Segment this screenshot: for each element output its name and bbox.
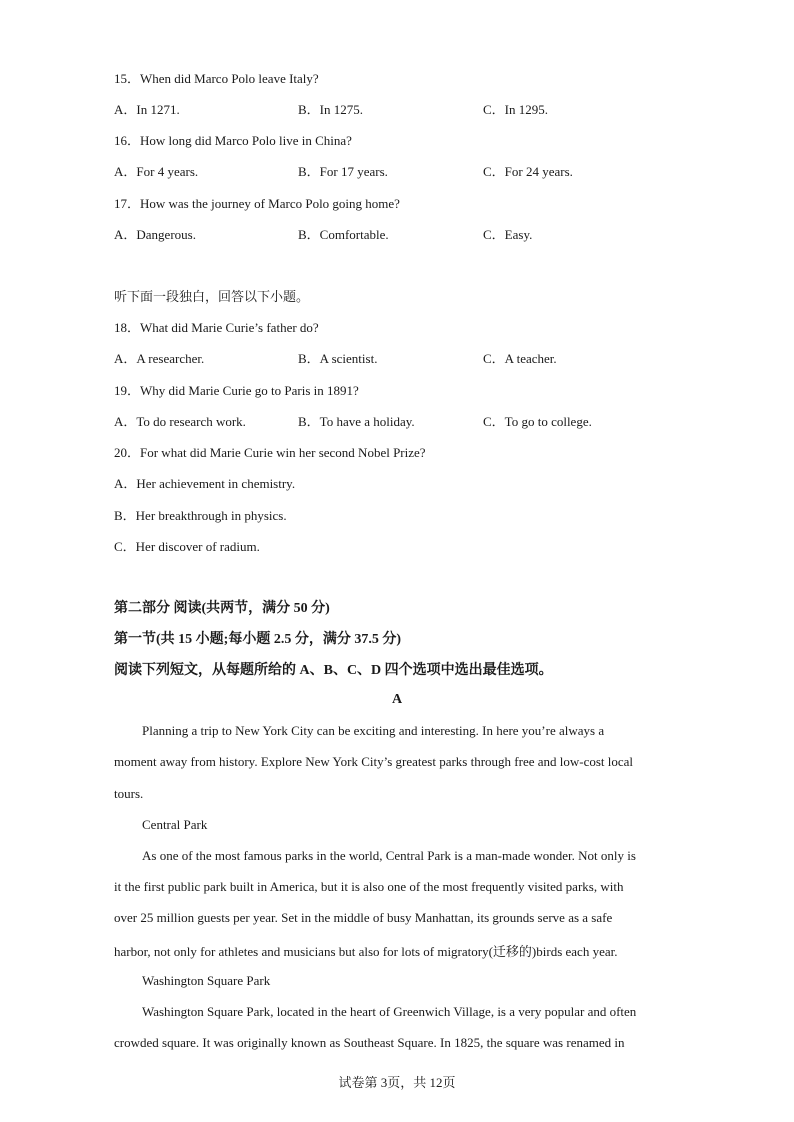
question-17-option-b: B．Comfortable.: [298, 227, 389, 242]
question-17-option-a: A．Dangerous.: [114, 227, 196, 242]
question-18-option-c: C．A teacher.: [483, 351, 557, 366]
question-18-stem: 18．What did Marie Curie’s father do?: [114, 320, 319, 335]
central-park-line: As one of the most famous parks in the world, Central Park is a man-made wonder. Not only is: [142, 848, 636, 863]
question-20-option-c: C．Her discover of radium.: [114, 539, 260, 554]
washington-square-title: Washington Square Park: [142, 973, 271, 988]
passage-label: A: [391, 692, 403, 707]
question-19-option-c: C．To go to college.: [483, 414, 592, 429]
question-15-option-a: A．In 1271.: [114, 102, 180, 117]
central-park-title: Central Park: [142, 817, 208, 832]
question-16-option-a: A．For 4 years.: [114, 164, 199, 179]
central-park-line: harbor, not only for athletes and musicians but also for lots of migratory(迁移的)birds each year.: [114, 944, 618, 959]
passage-intro-line: moment away from history. Explore New York City’s greatest parks through free and low-cost local: [114, 754, 634, 769]
question-17-stem: 17．How was the journey of Marco Polo going home?: [114, 196, 400, 211]
question-20-option-b: B．Her breakthrough in physics.: [114, 508, 287, 523]
question-16-option-b: B．For 17 years.: [298, 164, 388, 179]
question-19-option-b: B．To have a holiday.: [298, 414, 415, 429]
passage-intro-line: tours.: [114, 786, 144, 801]
passage-intro-line: Planning a trip to New York City can be exciting and interesting. In here you’re always a: [142, 723, 605, 738]
question-17-option-c: C．Easy.: [483, 227, 533, 242]
central-park-line: over 25 million guests per year. Set in the middle of busy Manhattan, its grounds serve as a safe: [114, 910, 613, 925]
question-19-option-a: A．To do research work.: [114, 414, 246, 429]
question-16-stem: 16．How long did Marco Polo live in China?: [114, 133, 352, 148]
section1-heading: 第一节(共 15 小题;每小题 2.5 分，满分 37.5 分): [114, 632, 401, 647]
question-18-option-b: B．A scientist.: [298, 351, 378, 366]
question-20-option-a: A．Her achievement in chemistry.: [114, 476, 296, 491]
question-18-option-a: A．A researcher.: [114, 351, 205, 366]
reading-instruction: 阅读下列短文，从每题所给的 A、B、C、D 四个选项中选出最佳选项。: [114, 663, 553, 678]
page-footer: 试卷第 3页，共 12页: [338, 1075, 456, 1090]
question-16-option-c: C．For 24 years.: [483, 164, 573, 179]
question-15-stem: 15．When did Marco Polo leave Italy?: [114, 71, 319, 86]
washington-square-line: crowded square. It was originally known as Southeast Square. In 1825, the square was renamed in: [114, 1035, 625, 1050]
question-19-stem: 19．Why did Marie Curie go to Paris in 1891?: [114, 383, 359, 398]
question-15-option-b: B．In 1275.: [298, 102, 364, 117]
part2-heading: 第二部分 阅读(共两节，满分 50 分): [114, 601, 330, 616]
central-park-line: it the first public park built in America, but it is also one of the most frequently visited parks, with: [114, 879, 624, 894]
question-15-option-c: C．In 1295.: [483, 102, 549, 117]
washington-square-line: Washington Square Park, located in the heart of Greenwich Village, is a very popular and often: [142, 1004, 637, 1019]
monologue-instruction: 听下面一段独白，回答以下小题。: [114, 289, 310, 304]
question-20-stem: 20．For what did Marie Curie win her second Nobel Prize?: [114, 445, 426, 460]
